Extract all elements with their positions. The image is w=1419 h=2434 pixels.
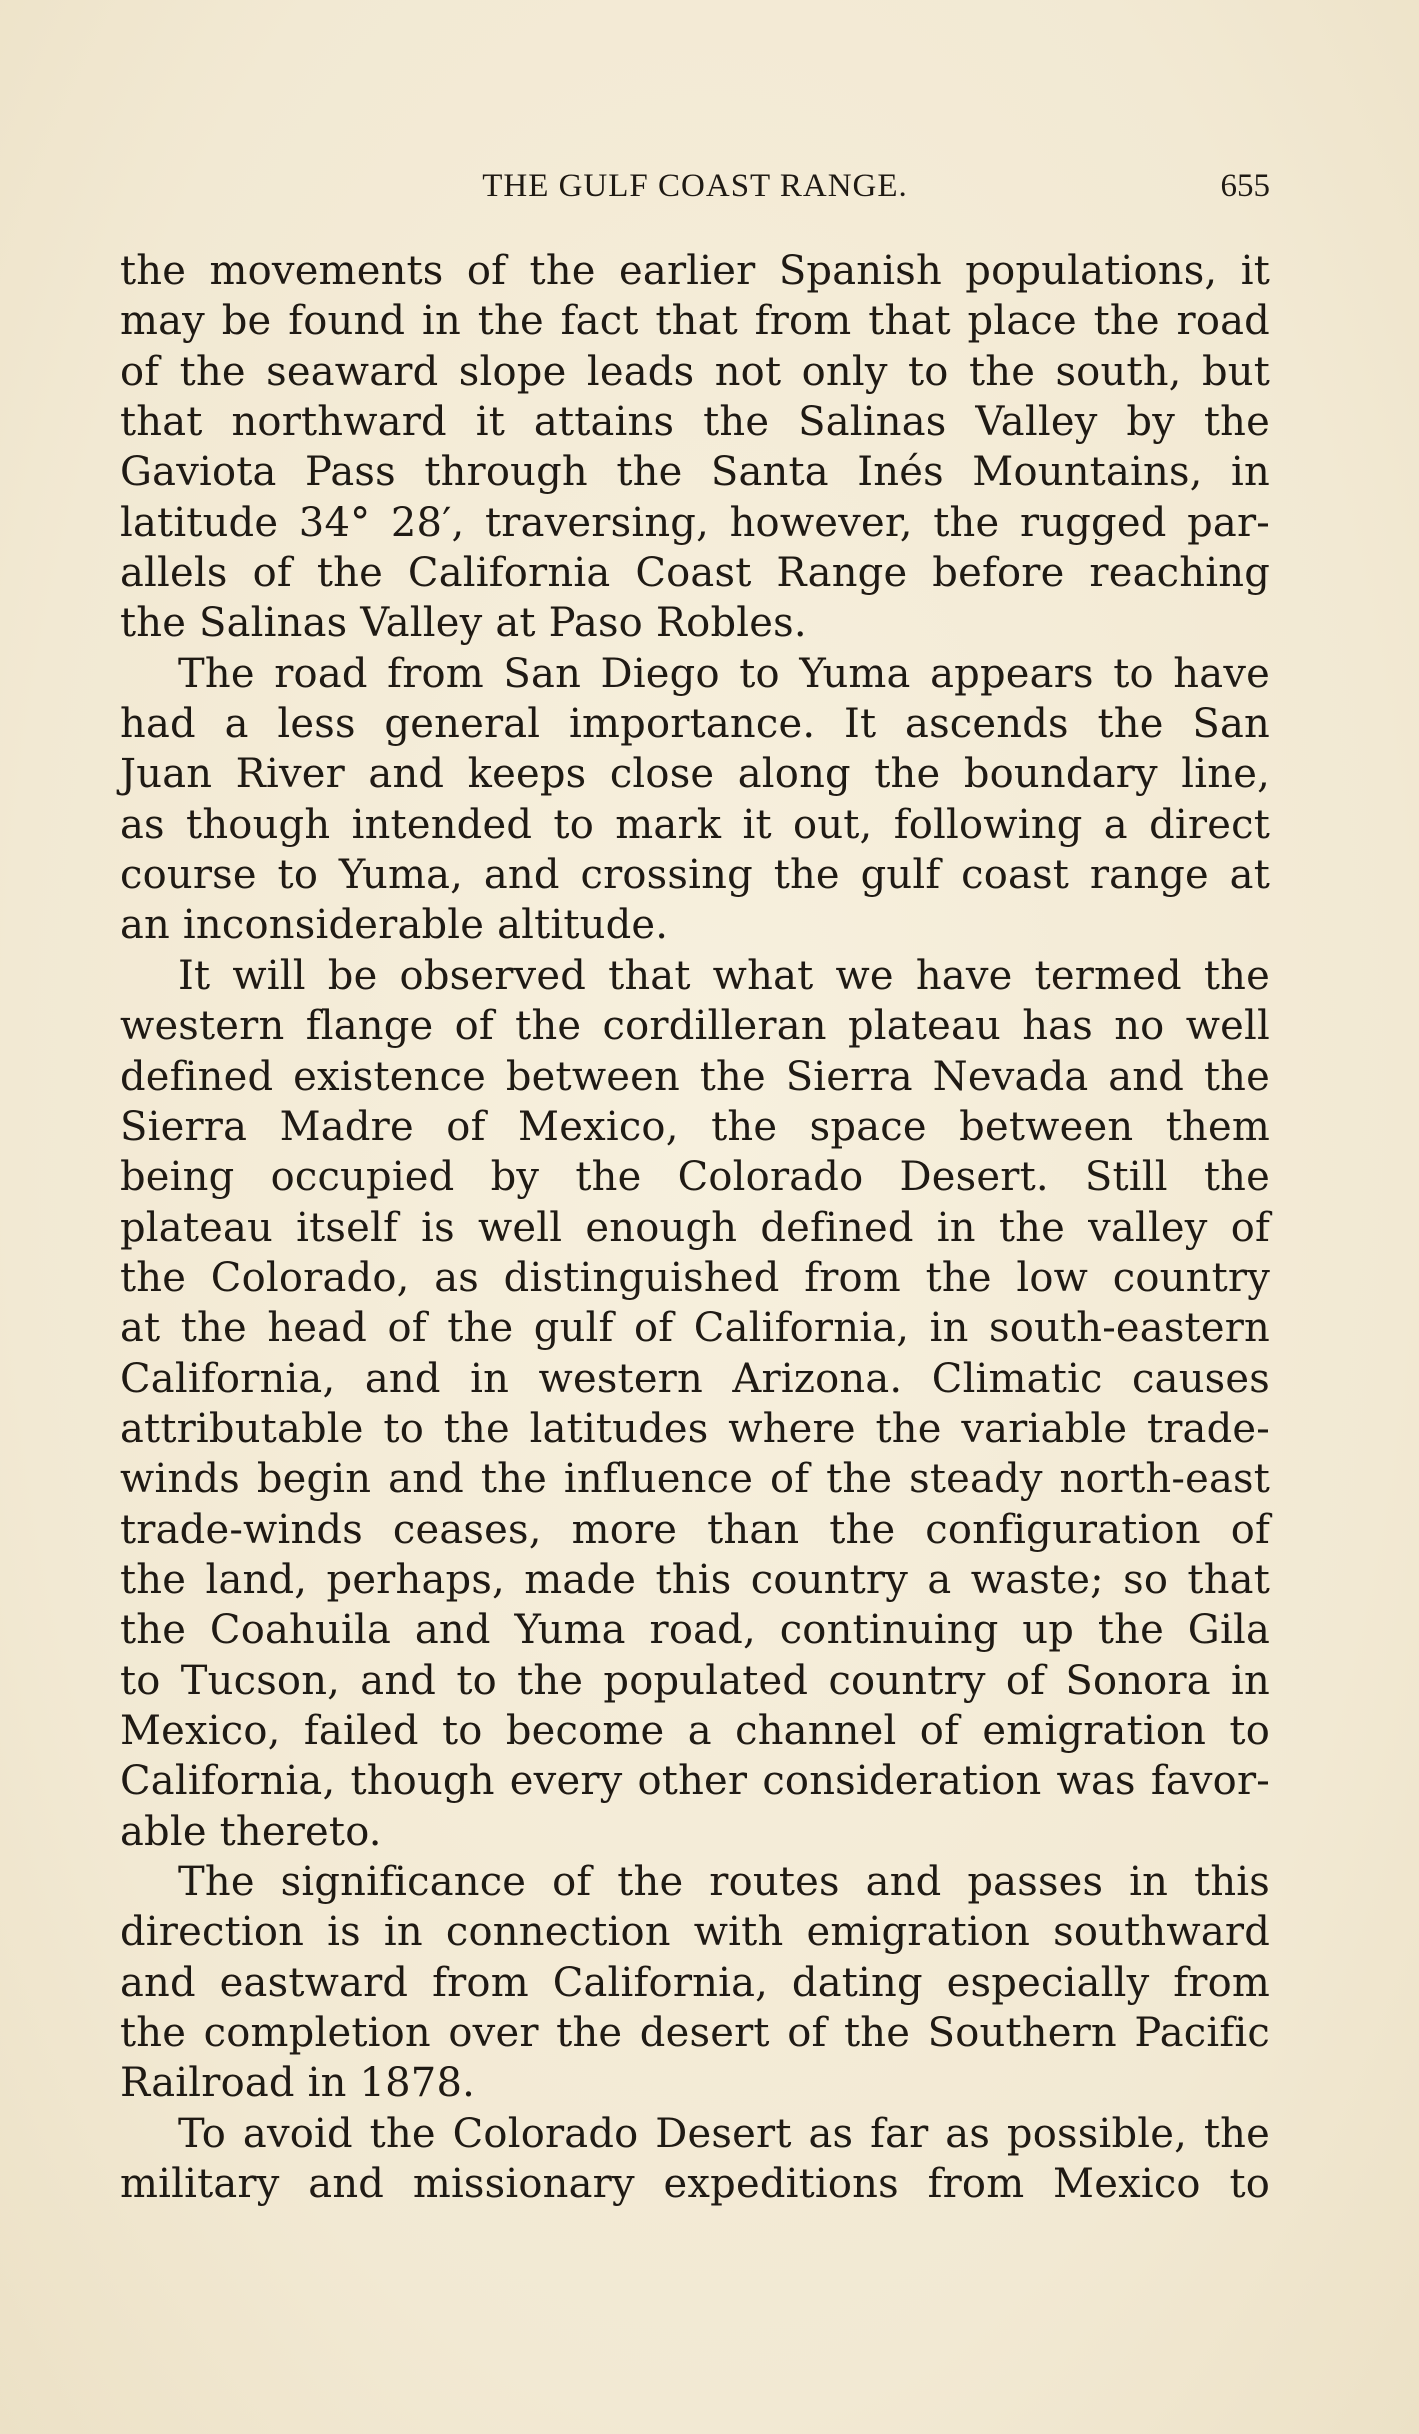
paragraph-end-line: the Salinas Valley at Paso Robles.	[120, 600, 807, 647]
text-line: of the seaward slope leads not only to the south, but	[120, 348, 1270, 395]
paragraph-start-line: To avoid the Colorado Desert as far as possible, the	[178, 2110, 1270, 2157]
text-line: the completion over the desert of the Southern Pacific	[120, 2010, 1270, 2057]
text-line: Sierra Madre of Mexico, the space between them	[120, 1103, 1270, 1150]
paragraph-start-line: It will be observed that what we have termed the	[178, 952, 1270, 999]
body-text	[120, 246, 1270, 2209]
text-line: latitude 34° 28′, traversing, however, the rugged par-	[120, 499, 1270, 546]
text-line: plateau itself is well enough defined in the valley of	[120, 1204, 1270, 1251]
text-line: course to Yuma, and crossing the gulf coast range at	[120, 852, 1270, 899]
text-line: attributable to the latitudes where the variable trade-	[120, 1405, 1270, 1452]
text-line: winds begin and the influence of the steady north-east	[120, 1456, 1270, 1503]
text-line: military and missionary expeditions from Mexico to	[120, 2161, 1270, 2208]
text-line: direction is in connection with emigration southward	[120, 1909, 1270, 1956]
text-line: had a less general importance. It ascends the San	[120, 701, 1270, 748]
paragraph-start-line: The significance of the routes and passes in this	[178, 1859, 1270, 1905]
text-line: may be found in the fact that from that place the road	[120, 298, 1270, 345]
page-header	[120, 168, 1270, 212]
paragraph-end-line: Railroad in 1878.	[120, 2060, 476, 2107]
text-line: Juan River and keeps close along the boundary line,	[120, 751, 1270, 798]
text-line: the movements of the earlier Spanish populations, it	[120, 248, 1270, 294]
paragraph-end-line: an inconsiderable altitude.	[120, 902, 669, 949]
text-line: Mexico, failed to become a channel of emigration to	[120, 1707, 1270, 1754]
text-line: as though intended to mark it out, following a direct	[120, 801, 1270, 848]
text-line: at the head of the gulf of California, in south-eastern	[120, 1305, 1270, 1352]
text-line: being occupied by the Colorado Desert. Still the	[120, 1154, 1270, 1201]
text-line: to Tucson, and to the populated country of Sonora in	[120, 1657, 1270, 1704]
text-line: Gaviota Pass through the Santa Inés Mountains, in	[120, 449, 1270, 496]
running-title: THE GULF COAST RANGE.	[482, 168, 908, 204]
text-line: defined existence between the Sierra Nevada and the	[120, 1053, 1270, 1100]
text-line: the Coahuila and Yuma road, continuing up the Gila	[120, 1607, 1270, 1654]
paragraph-start-line: The road from San Diego to Yuma appears to have	[178, 650, 1270, 697]
text-line: that northward it attains the Salinas Valley by the	[120, 399, 1270, 446]
text-line: the Colorado, as distinguished from the low country	[120, 1254, 1270, 1301]
text-line: the land, perhaps, made this country a waste; so that	[120, 1556, 1270, 1603]
paragraph-end-line: able thereto.	[120, 1808, 382, 1855]
text-line: California, and in western Arizona. Climatic causes	[120, 1355, 1270, 1402]
text-line: and eastward from California, dating especially from	[120, 1959, 1270, 2006]
text-line: trade-winds ceases, more than the configuration of	[120, 1506, 1270, 1553]
text-line: California, though every other consideration was favor-	[120, 1758, 1270, 1805]
page-number: 655	[1220, 168, 1270, 204]
text-line: western flange of the cordilleran plateau has no well	[120, 1003, 1270, 1050]
text-line: allels of the California Coast Range before reaching	[120, 550, 1270, 597]
